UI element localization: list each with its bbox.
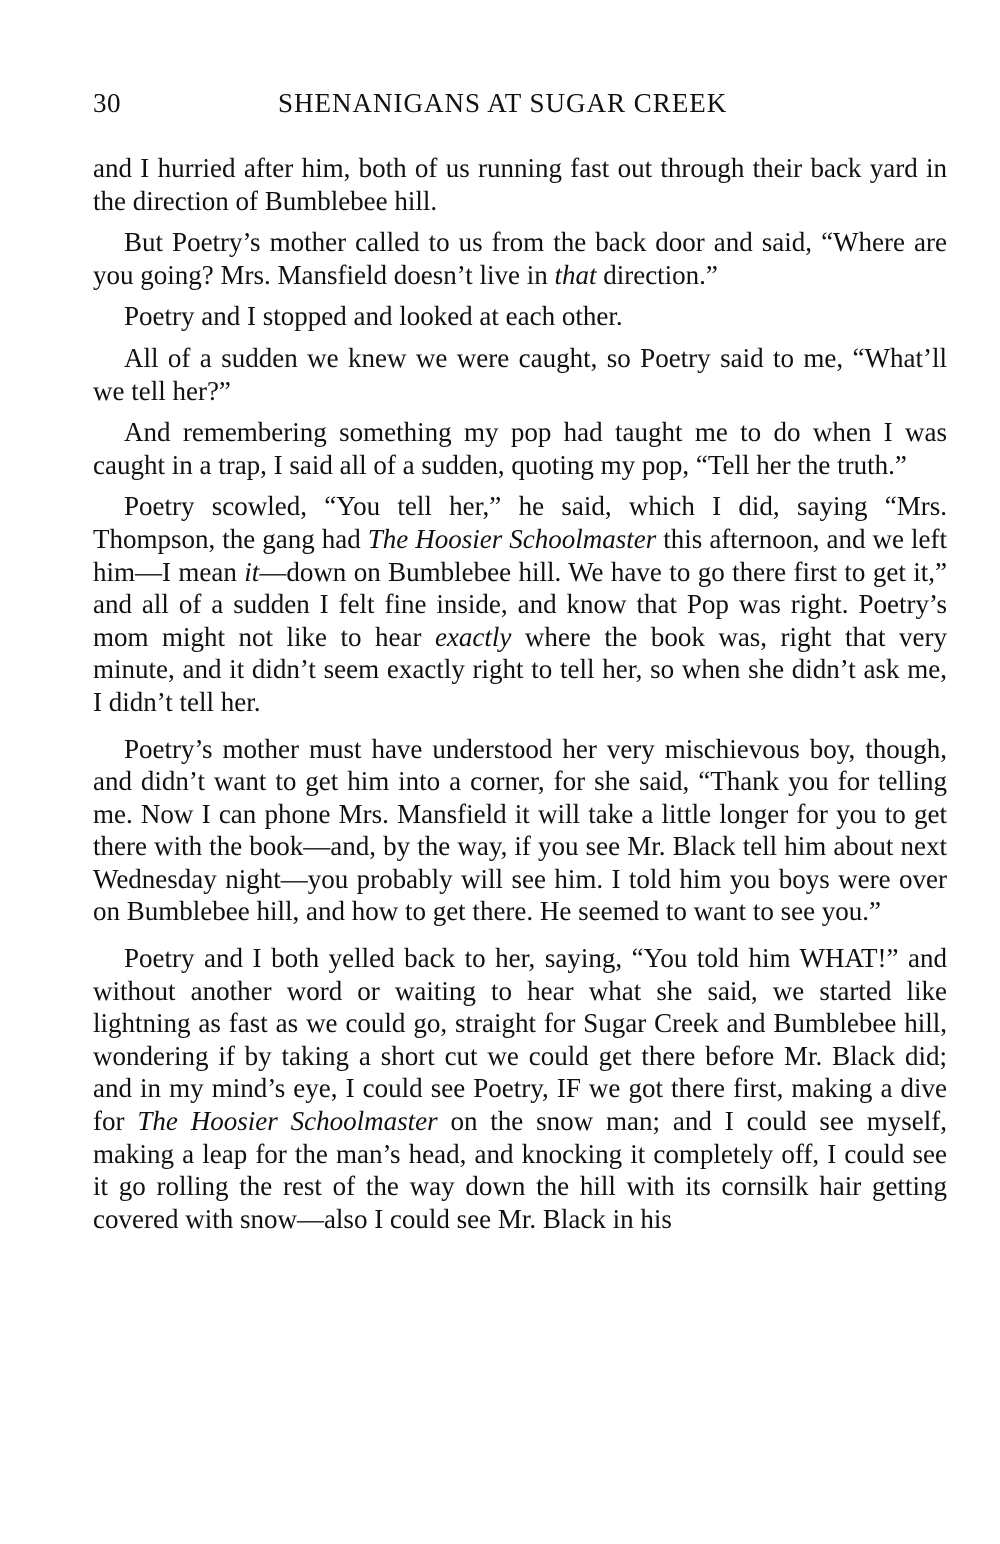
paragraph-2 xyxy=(93,226,947,291)
text-span: on the snow man; and I could see myself, making a leap for the man’s head, and knocking it completely off, I could see it go rolling the rest of the way down the hill with its cornsilk hair getting covered with snow—also I could see Mr. Black in his xyxy=(93,1106,948,1234)
italic-span: The Hoosier Schoolmaster xyxy=(367,523,657,554)
paragraph-4 xyxy=(93,342,947,407)
paragraph-8 xyxy=(93,942,947,1235)
page-number: 30 xyxy=(93,88,121,118)
paragraph-3 xyxy=(93,300,947,333)
text-span: But Poetry’s mother called to us from the back door and said, “Where are you going? Mrs. Mansfield doesn’t live in xyxy=(93,227,947,290)
text-span: and I hurried after him, both of us running fast out through their back yard in the direction of Bumblebee hill. xyxy=(93,153,947,216)
body-text xyxy=(93,152,947,1235)
paragraph-5 xyxy=(93,416,947,481)
text-span: And remembering something my pop had taught me to do when I was caught in a trap, I said all of a sudden, quoting my pop, “Tell her the truth.” xyxy=(93,417,947,480)
text-span: Poetry’s mother must have understood her very mischievous boy, though, and didn’t want to get him into a corner, for she said, “Thank you for telling me. Now I can phone Mrs. Mansfield it will take a little longer for you to get there with the book—and, by the way, if you see Mr. Black tell him about next Wednesday night—you probably will see him. I told him you boys were over on Bumblebee hill, and how to get there. He seemed to want to see you.” xyxy=(93,733,947,927)
italic-span: that xyxy=(554,259,597,290)
italic-span: it xyxy=(244,556,260,587)
text-span: All of a sudden we knew we were caught, so Poetry said to me, “What’ll we tell her?” xyxy=(93,342,947,406)
italic-span: The Hoosier Schoolmaster xyxy=(137,1106,438,1137)
text-span: —down on Bumblebee hill. We have to go there first to get it,” and all of a sudden I felt fine inside, and know that Pop was right. Poetry’s mom might not like to hear xyxy=(93,556,947,652)
paragraph-1 xyxy=(93,152,947,217)
text-span: Poetry and I stopped and looked at each other. xyxy=(124,301,623,332)
book-page xyxy=(93,88,947,1244)
page-header xyxy=(93,88,947,128)
running-title: SHENANIGANS AT SUGAR CREEK xyxy=(278,88,728,118)
text-span: direction.” xyxy=(596,259,718,290)
text-span: Poetry scowled, “You tell her,” he said, which I did, saying “Mrs. Thompson, the gang had xyxy=(93,491,947,554)
text-span: Poetry and I both yelled back to her, saying, “You told him WHAT!” and without another word or waiting to hear what she said, we started like lightning as fast as we could go, straight for Sugar Creek and Bumblebee hill, wondering if by taking a short cut we could get there before Mr. Black did; and in my mind’s eye, I could see Poetry, IF we got there first, making a dive for xyxy=(93,943,947,1137)
paragraph-6 xyxy=(93,490,947,718)
text-span: this afternoon, and we left him—I mean xyxy=(93,523,948,587)
italic-span: exactly xyxy=(434,621,512,652)
text-span: where the book was, right that very minute, and it didn’t seem exactly right to tell her, so when she didn’t ask me, I didn’t tell her. xyxy=(93,621,947,717)
paragraph-7 xyxy=(93,733,947,929)
